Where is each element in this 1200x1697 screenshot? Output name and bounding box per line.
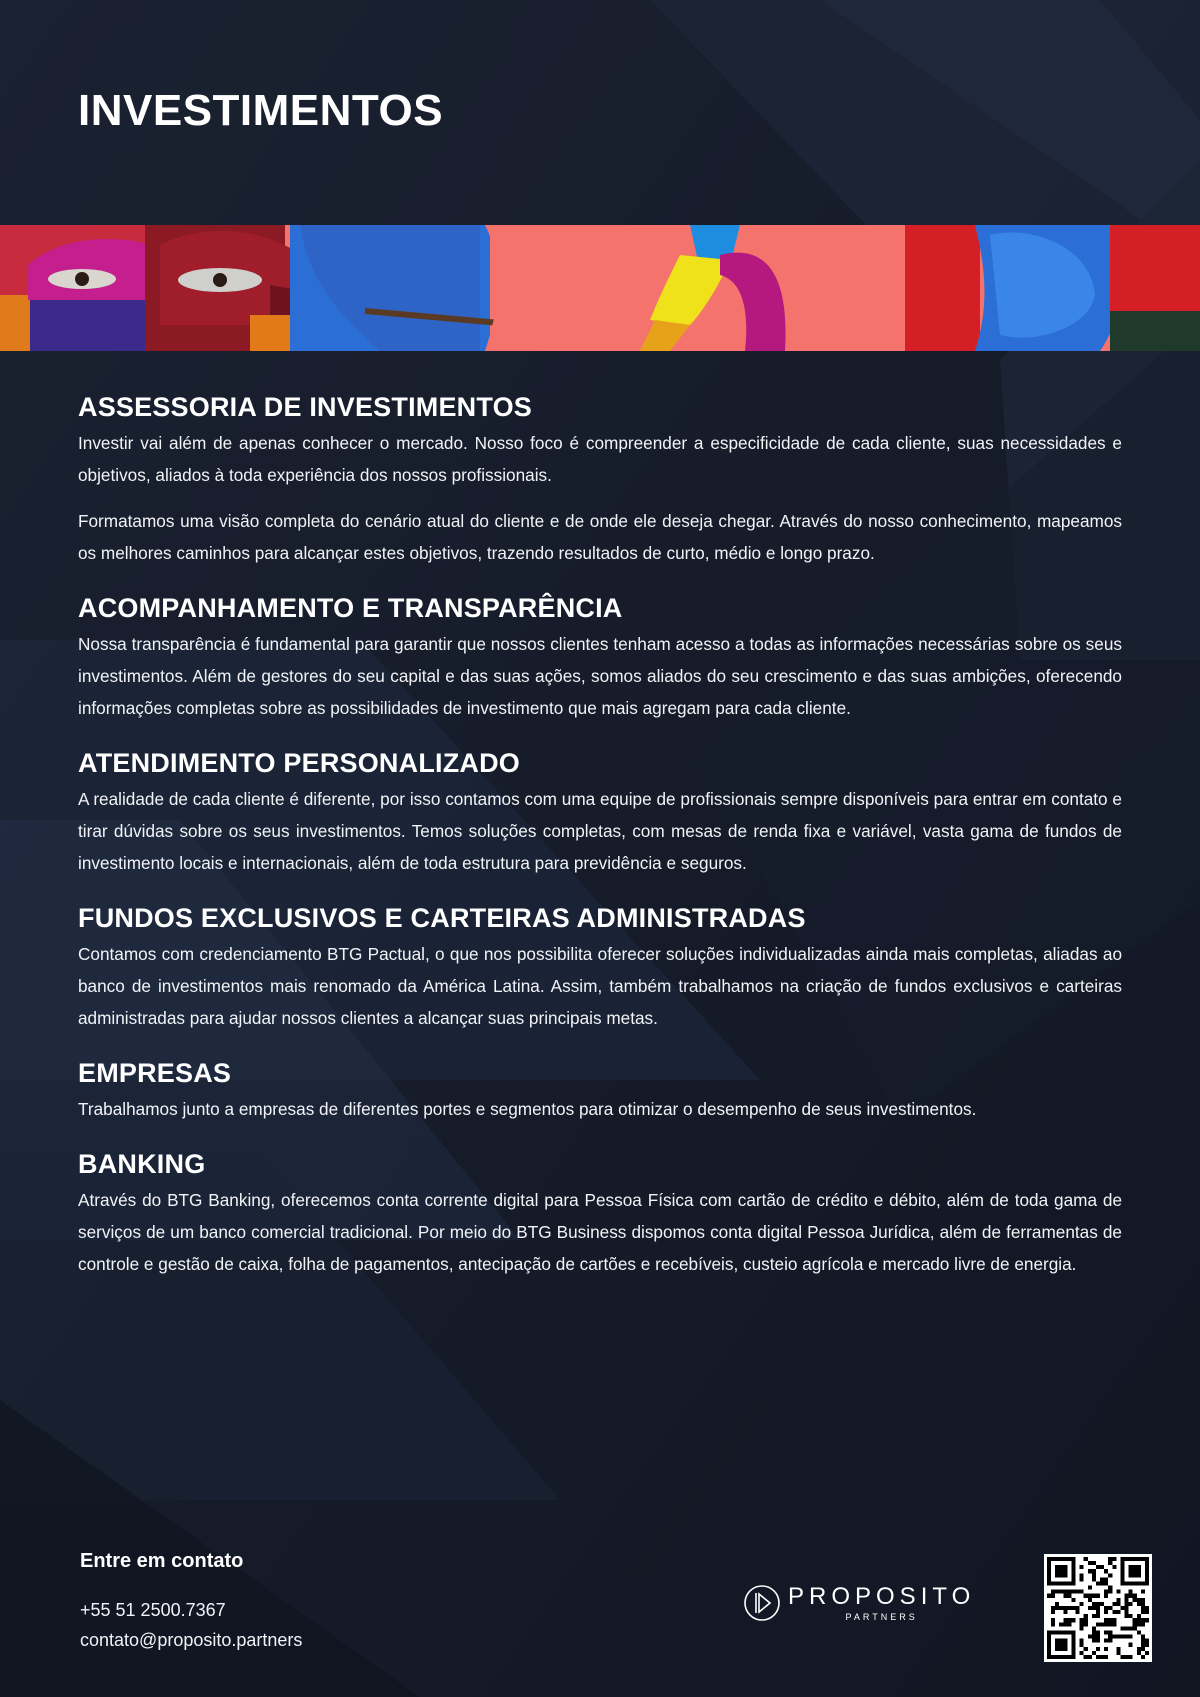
contact-block <box>80 1550 302 1655</box>
section-fundos <box>78 903 1122 1034</box>
section-paragraph: Contamos com credenciamento BTG Pactual, o que nos possibilita oferecer soluções individualizadas ainda mais completas, aliadas ao banco de investimentos mais renomado da América Latina. Assim, também trabalhamos na criação de fundos exclusivos e carteiras administradas para ajudar nossos clientes a alcançar suas principais metas. <box>78 944 1122 1028</box>
proposito-logo-icon <box>742 1583 782 1623</box>
proposito-logo <box>742 1583 975 1623</box>
logo-subtitle: PARTNERS <box>845 1612 918 1622</box>
section-paragraph: Formatamos uma visão completa do cenário atual do cliente e de onde ele deseja chegar. Através do nosso conhecimento, mapeamos os melhores caminhos para alcançar estes objetivos, trazendo resultados de curto, médio e longo prazo. <box>78 511 1122 563</box>
section-acompanhamento <box>78 593 1122 724</box>
section-assessoria <box>78 392 1122 569</box>
qr-code-icon <box>1044 1554 1152 1662</box>
section-title: BANKING <box>78 1149 206 1179</box>
contact-email[interactable]: contato@proposito.partners <box>80 1630 303 1650</box>
section-paragraph: Através do BTG Banking, oferecemos conta corrente digital para Pessoa Física com cartão de crédito e débito, além de toda gama de serviços de um banco comercial tradicional. Por meio do BTG Business dispomos conta digital Pessoa Jurídica, além de ferramentas de controle e gestão de caixa, folha de pagamentos, antecipação de cartões e recebíveis, custeio agrícola e mercado livre de energia. <box>78 1190 1122 1274</box>
section-atendimento <box>78 748 1122 879</box>
section-empresas <box>78 1058 1122 1125</box>
section-paragraph: Investir vai além de apenas conhecer o mercado. Nosso foco é compreender a especificidade de cada cliente, suas necessidades e objetivos, aliados à toda experiência dos nossos profissionais. <box>78 433 1122 485</box>
section-title: EMPRESAS <box>78 1058 232 1088</box>
contact-heading: Entre em contato <box>80 1550 244 1572</box>
section-title: ATENDIMENTO PERSONALIZADO <box>78 748 521 778</box>
contact-phone[interactable]: +55 51 2500.7367 <box>80 1600 226 1620</box>
section-paragraph: Nossa transparência é fundamental para garantir que nossos clientes tenham acesso a todas as informações necessárias sobre os seus investimentos. Além de gestores do seu capital e das suas ações, somos aliados do seu crescimento e das suas ambições, oferecendo informações completas sobre as possibilidades de investimento que mais agregam para cada cliente. <box>78 634 1122 718</box>
section-paragraph: A realidade de cada cliente é diferente, por isso contamos com uma equipe de profissionais sempre disponíveis para entrar em contato e tirar dúvidas sobre os seus investimentos. Temos soluções completas, com mesas de renda fixa e variável, vasta gama de fundos de investimento locais e internacionais, além de toda estrutura para previdência e seguros. <box>78 789 1122 873</box>
section-title: ACOMPANHAMENTO E TRANSPARÊNCIA <box>78 593 623 623</box>
section-paragraph: Trabalhamos junto a empresas de diferentes portes e segmentos para otimizar o desempenho de seus investimentos. <box>78 1099 977 1119</box>
artwork-banner <box>0 225 1200 351</box>
logo-name: PROPOSITO <box>788 1583 976 1610</box>
content <box>78 392 1122 1304</box>
page-title: INVESTIMENTOS <box>78 86 444 135</box>
section-title: ASSESSORIA DE INVESTIMENTOS <box>78 392 532 422</box>
section-title: FUNDOS EXCLUSIVOS E CARTEIRAS ADMINISTRADAS <box>78 903 806 933</box>
section-banking <box>78 1149 1122 1280</box>
